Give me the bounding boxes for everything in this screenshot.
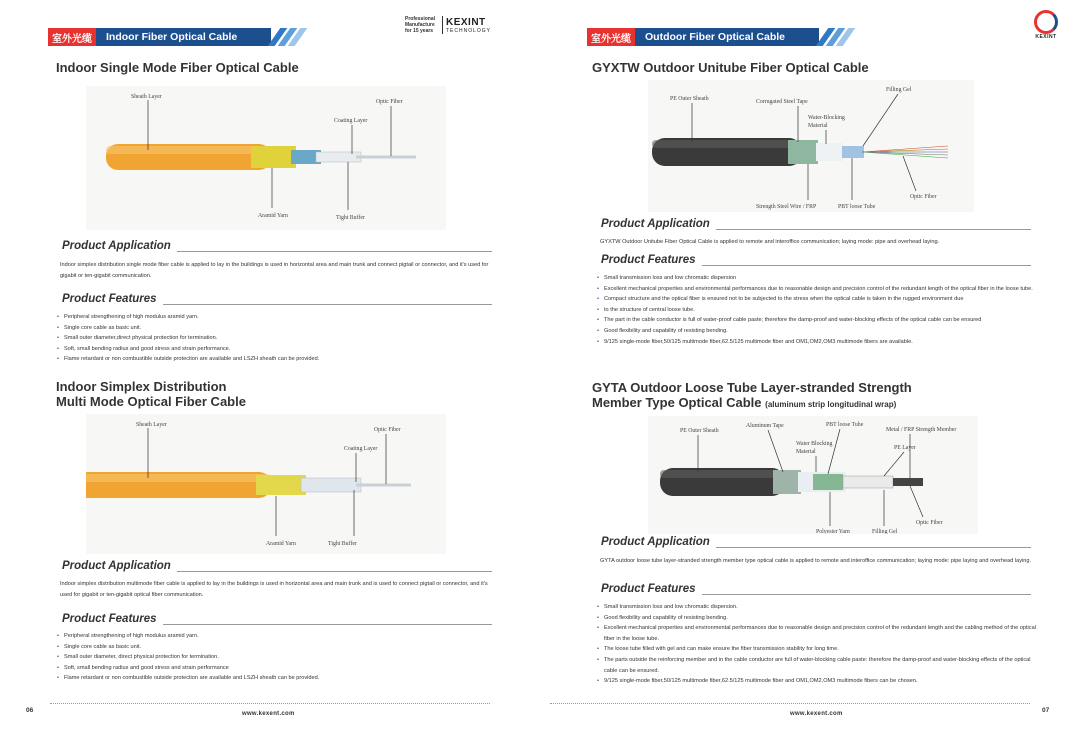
application-text: GYTA outdoor loose tube layer-stranded strength member type optical cable is applied to remote and interoffice communication; laying mode: pipe laying and overhead laying. xyxy=(600,558,1032,564)
pe-layer-shape xyxy=(843,476,893,488)
product-title: Indoor Single Mode Fiber Optical Cable xyxy=(56,60,299,75)
logo-icon xyxy=(1034,10,1058,34)
feature-item: • Excellent mechanical properties and environmental performances due to reasonable design and precision control of the redundant length of the optical fiber in the loose tube. xyxy=(596,284,1041,295)
heading-rule xyxy=(702,259,1031,266)
aramid-yarn-shape xyxy=(251,146,296,168)
feature-item: • The parts outside the reinforcing member and in the cable conductor are full of water-blocking cable paste: therefore the damp-proof and water-blocking effects of the optical cable can be ensured. xyxy=(596,655,1041,676)
feature-item: • Flame retardant or non combustible outside protection are available and LSZH sheath can be provided. xyxy=(56,354,496,365)
product-title xyxy=(592,380,912,412)
feature-item: • Good flexibility and capability of resisting bending. xyxy=(596,326,1041,337)
label-water-blocking-2: Material xyxy=(808,123,828,129)
application-text: Indoor simplex distribution single mode fiber cable is applied to lay in the buildings is used in horizontal area and main trunk and connect pigtail or connector, and it's used for gigabit or ten-gigabit communication. xyxy=(60,262,489,279)
label-filling-gel: Filling Gel xyxy=(872,529,898,534)
label-pe-sheath: PE Outer Sheath xyxy=(670,96,709,102)
feature-item: • 9/125 single-mode fiber,50/125 multimode fiber,62.5/125 multimode fiber and OM1,OM2,OM3 multimode fibers are available. xyxy=(596,337,1041,348)
heading-rule xyxy=(716,541,1031,548)
heading-rule xyxy=(177,245,492,252)
pbt-tube-shape xyxy=(813,474,843,490)
features-heading: Product Features xyxy=(601,583,696,595)
cable-diagram xyxy=(648,416,978,534)
feature-item: • Small transmission loss and low chromatic dispersion xyxy=(596,273,1041,284)
label-pbt-loose-tube: PBT loose Tube xyxy=(826,422,864,428)
sheath-highlight-shape xyxy=(660,470,785,478)
footer-rule xyxy=(550,703,1030,705)
label-sheath-layer: Sheath Layer xyxy=(131,94,162,100)
brand-block xyxy=(405,16,491,34)
strength-member-shape xyxy=(893,478,923,486)
features-heading: Product Features xyxy=(62,293,157,305)
label-pbt-tube: PBT loose Tube xyxy=(838,204,876,210)
label-aluminum-tape: Aluminum Tape xyxy=(746,423,784,429)
banner-en-label: Indoor Fiber Optical Cable xyxy=(96,28,271,46)
brand-tagline: Professional Manufacture for 15 years xyxy=(405,16,436,34)
tight-buffer-shape xyxy=(316,152,361,162)
features-heading: Product Features xyxy=(62,613,157,625)
label-optic-fiber: Optic Fiber xyxy=(910,194,937,200)
features-list xyxy=(56,631,496,684)
feature-item: • Small transmission loss and low chromatic dispersion. xyxy=(596,602,1041,613)
label-coating-layer: Coating Layer xyxy=(344,446,378,452)
cable-diagram xyxy=(86,86,446,230)
sheath-highlight-shape xyxy=(106,146,271,154)
section-heading xyxy=(62,293,492,305)
heading-rule xyxy=(716,223,1031,230)
section-banner xyxy=(48,28,301,46)
brand-name: KEXINT xyxy=(446,16,486,28)
feature-item: • Excellent mechanical properties and environmental performances due to reasonable design and precision control of the redundant length and the cabling method of the optical fiber in the loose tube. xyxy=(596,623,1041,644)
heading-rule xyxy=(702,588,1031,595)
label-polyester-yarn: Polyester Yarn xyxy=(816,529,850,534)
feature-item: • The loose tube filled with gel and can make ensure the fiber transmission stability for long time. xyxy=(596,644,1041,655)
feature-item: • Good flexibility and capability of resisting bending. xyxy=(596,613,1041,624)
label-pe-layer: PE Layer xyxy=(894,445,916,451)
sheath-highlight-shape xyxy=(86,474,271,482)
label-tight-buffer: Tight Buffer xyxy=(328,541,357,547)
label-optic-fiber: Optic Fiber xyxy=(376,99,403,105)
aramid-yarn-shape xyxy=(256,475,306,495)
pbt-tube-shape xyxy=(842,146,864,158)
feature-item: • Peripheral strengthening of high modulus aramid yarn. xyxy=(56,312,496,323)
feature-item: • Soft, small bending radius and good stress and strain performance. xyxy=(56,344,496,355)
feature-item: • The part in the cable conductor is full of water-proof cable paste; therefore the damp-proof and water-blocking effects of the optical cable can be ensured xyxy=(596,315,1041,326)
label-coating-layer: Coating Layer xyxy=(334,118,368,124)
steel-tape-shape xyxy=(788,140,818,164)
features-list xyxy=(596,602,1041,687)
footer-url[interactable]: www.kexent.com xyxy=(242,711,295,717)
section-heading xyxy=(62,240,492,252)
kexint-logo xyxy=(1034,10,1058,40)
title-note: (aluminum strip longitudinal wrap) xyxy=(765,400,897,409)
label-aramid-yarn: Aramid Yarn xyxy=(266,541,296,547)
banner-cn-label: 室外光缆 xyxy=(587,28,635,46)
feature-item: • 9/125 single-mode fiber,50/125 multimode fiber,62.5/125 multimode fiber and OM1,OM2,OM3 multimode fibers can be chosen. xyxy=(596,676,1041,687)
section-heading xyxy=(601,254,1031,266)
label-tight-buffer: Tight Buffer xyxy=(336,215,365,221)
feature-item: • Small outer diameter,direct physical protection for termination. xyxy=(56,333,496,344)
label-filling-gel: Filling Gel xyxy=(886,87,912,93)
footer-url[interactable]: www.kexent.com xyxy=(790,711,843,717)
label-steel-tape: Corrugated Steel Tape xyxy=(756,99,808,105)
application-text: GYXTW Outdoor Unitube Fiber Optical Cable is applied to remote and interoffice communication; laying mode: pipe and overhead laying. xyxy=(600,239,940,245)
heading-rule xyxy=(163,618,492,625)
section-heading xyxy=(601,218,1031,230)
cable-diagram xyxy=(648,80,974,212)
label-water-blocking: Water Blocking xyxy=(796,441,833,447)
heading-rule xyxy=(177,565,492,572)
product-title: GYXTW Outdoor Unitube Fiber Optical Cable xyxy=(592,60,869,75)
label-steel-wire: Strength Steel Wire / FRP xyxy=(756,204,817,210)
title-line: Multi Mode Optical Fiber Cable xyxy=(56,394,246,409)
right-page xyxy=(540,0,1080,739)
application-text: Indoor simplex distribution multimode fiber cable is applied to lay in the buildings is used in horizontal area and main trunk and is used to connect pigtail or connector, and it's used for gigabit or ten-gigabit optical fiber communication. xyxy=(60,581,488,598)
application-heading: Product Application xyxy=(62,560,171,572)
cable-diagram xyxy=(86,414,446,554)
section-banner xyxy=(587,28,849,46)
title-line: Indoor Simplex Distribution xyxy=(56,379,227,394)
heading-rule xyxy=(163,298,492,305)
page-number: 06 xyxy=(26,707,34,714)
section-heading xyxy=(62,613,492,625)
label-water-blocking-2: Material xyxy=(796,449,816,455)
aluminum-tape-shape xyxy=(773,470,801,494)
feature-item: • Single core cable as basic unit. xyxy=(56,642,496,653)
page-number: 07 xyxy=(1042,707,1050,714)
coating-layer-shape xyxy=(301,478,361,492)
title-line: GYTA Outdoor Loose Tube Layer-stranded Strength xyxy=(592,380,912,395)
application-heading: Product Application xyxy=(601,218,710,230)
brand-sub: TECHNOLOGY xyxy=(446,27,492,34)
feature-item: • Single core cable as basic unit. xyxy=(56,323,496,334)
feature-item: • Compact structure and the optical fiber is ensured not to be subjected to the stress when the optical cable is taken in the rugged environment due xyxy=(596,294,1041,305)
application-heading: Product Application xyxy=(601,536,710,548)
water-block-shape xyxy=(816,143,844,161)
label-pe-sheath: PE Outer Sheath xyxy=(680,428,719,434)
feature-item: • to the structure of central loose tube. xyxy=(596,305,1041,316)
label-sheath-layer: Sheath Layer xyxy=(136,422,167,428)
logo-text: KEXINT xyxy=(1035,34,1057,40)
label-aramid-yarn: Aramid Yarn xyxy=(258,213,288,219)
sheath-highlight-shape xyxy=(652,140,802,148)
feature-item: • Peripheral strengthening of high modulus aramid yarn. xyxy=(56,631,496,642)
feature-item: • Soft, small bending radius and good stress and strain performance xyxy=(56,663,496,674)
section-heading xyxy=(601,583,1031,595)
banner-en-label: Outdoor Fiber Optical Cable xyxy=(635,28,819,46)
features-list xyxy=(596,273,1041,347)
label-water-blocking: Water-Blocking xyxy=(808,115,845,121)
application-heading: Product Application xyxy=(62,240,171,252)
feature-item: • Small outer diameter, direct physical protection for termination. xyxy=(56,652,496,663)
features-heading: Product Features xyxy=(601,254,696,266)
title-line: Member Type Optical Cable xyxy=(592,395,762,410)
label-metal-strength: Metal / FRP Strength Member xyxy=(886,427,957,433)
section-heading xyxy=(601,536,1031,548)
label-optic-fiber: Optic Fiber xyxy=(374,427,401,433)
label-optic-fiber: Optic Fiber xyxy=(916,520,943,526)
features-list xyxy=(56,312,496,365)
feature-item: • Flame retardant or non combustible outside protection are available and LSZH sheath can be provided. xyxy=(56,673,496,684)
product-title xyxy=(56,379,246,409)
footer-rule xyxy=(50,703,490,705)
brand-divider xyxy=(442,16,443,34)
section-heading xyxy=(62,560,492,572)
banner-cn-label: 室外光缆 xyxy=(48,28,96,46)
